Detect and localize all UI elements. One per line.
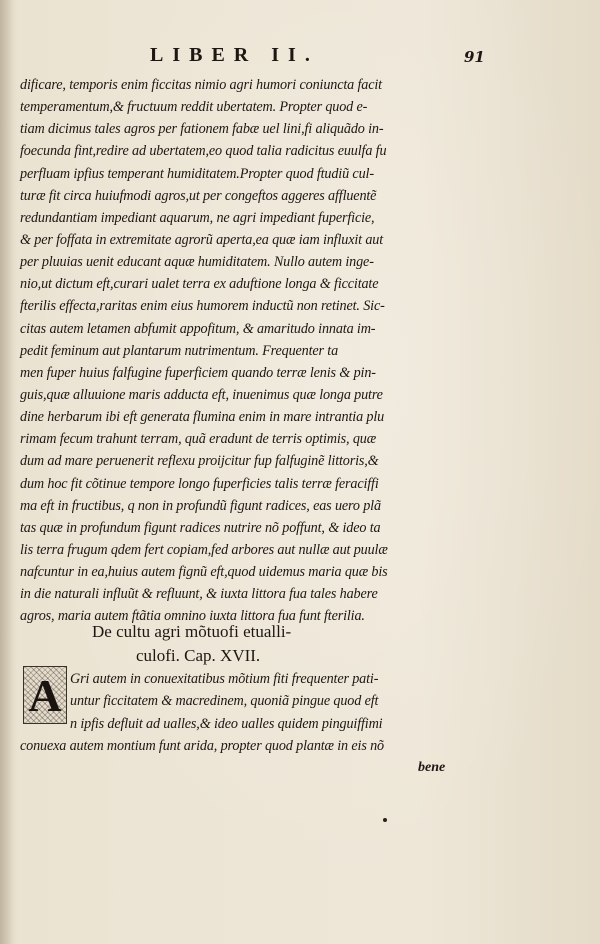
text-line: untur ficcitatem & macredinem, quoniã pingue quod eft	[70, 693, 379, 710]
text-line: nio,ut dictum eft,curari ualet terra ex aduftione longa & ficcitate	[20, 276, 379, 293]
initial-letter: A	[28, 670, 62, 721]
text-line: dine herbarum ibi eft generata flumina enim in mare intrantia plu	[20, 409, 385, 426]
chapter-heading	[92, 620, 452, 668]
text-line: tiam dicimus tales agros per fationem fabæ uel lini,fi aliquãdo in-	[20, 121, 384, 138]
text-line: citas autem letamen abfumit appofitum, & amaritudo innata im-	[20, 320, 376, 337]
text-line: perfluam ipfius temperant humiditatem.Propter quod ftudiũ cul-	[20, 165, 374, 182]
text-line: men fuper huius falfugine fuperficiem quando terræ lenis & pin-	[20, 364, 376, 381]
running-head	[0, 44, 600, 68]
folio-number: 91	[464, 48, 485, 66]
text-line: ma eft in fructibus, q non in profundũ figunt radices, eas uero plã	[20, 497, 381, 514]
text-line: in die naturali influũt & refluunt, & iuxta littora fua tales habere	[20, 586, 378, 603]
text-line: foecunda fint,redire ad ubertatem,eo quod talia radicitus euulfa fu	[20, 143, 387, 160]
text-line: temperamentum,& fructuum reddit ubertatem. Propter quod e-	[20, 99, 368, 116]
text-line: lis terra frugum qdem fert copiam,fed arbores aut nullæ aut puulæ	[20, 541, 388, 558]
chapter-heading-line: culofi. Cap. XVII.	[136, 646, 261, 665]
text-line: fterilis effecta,raritas enim eius humorem inductũ non retinet. Sic-	[20, 298, 385, 315]
text-line: agros, maria autem ftãtia omnino iuxta littora fua funt fterilia.	[20, 608, 365, 625]
text-line: redundantiam impediant aquarum, ne agri impediant fuperficie,	[20, 209, 375, 226]
chapter-text	[20, 668, 490, 757]
text-line: dificare, temporis enim ficcitas nimio agri humori coniuncta facit	[20, 77, 382, 93]
text-line: & per foffata in extremitate agrorũ aperta,ea quæ iam influxit aut	[20, 231, 384, 248]
ink-speck	[383, 818, 387, 822]
text-line: turæ fit circa huiufmodi agros,ut per congeftos aggeres affluentẽ	[20, 187, 377, 204]
running-title: LIBER II.	[150, 44, 319, 66]
text-line: per pluuias uenit educant aquæ humiditatem. Nullo autem inge-	[20, 254, 374, 271]
text-line: Gri autem in conuexitatibus mõtium fiti frequenter pati-	[70, 671, 379, 687]
catchword: bene	[418, 760, 446, 775]
text-line: nafcuntur in ea,huius autem fignũ eft,quod uidemus maria quæ bis	[20, 564, 388, 581]
body-text	[20, 74, 490, 628]
text-line: dum hoc fit cõtinue tempore longo fuperficies talis terræ feraciffi	[20, 475, 379, 492]
text-line: dum ad mare peruenerit reflexu proijcitur fup falfuginẽ littoris,&	[20, 453, 379, 470]
text-line: rimam fecum trahunt terram, quã eradunt de terris optimis, quæ	[20, 431, 377, 448]
text-line: guis,quæ alluuione maris adducta eft, inuenimus quæ longa putre	[20, 386, 383, 403]
text-line: conuexa autem montium funt arida, propter quod plantæ in eis nõ	[20, 737, 384, 754]
text-line: tas quæ in profundum figunt radices nutrire nõ poffunt, & ideo ta	[20, 519, 381, 536]
text-line: pedit feminum aut plantarum nutrimentum. Frequenter ta	[20, 342, 339, 359]
chapter-heading-line: De cultu agri mõtuofi etualli-	[92, 622, 292, 641]
text-line: n ipfis defluit ad ualles,& ideo ualles quidem pinguiffimi	[70, 715, 383, 732]
